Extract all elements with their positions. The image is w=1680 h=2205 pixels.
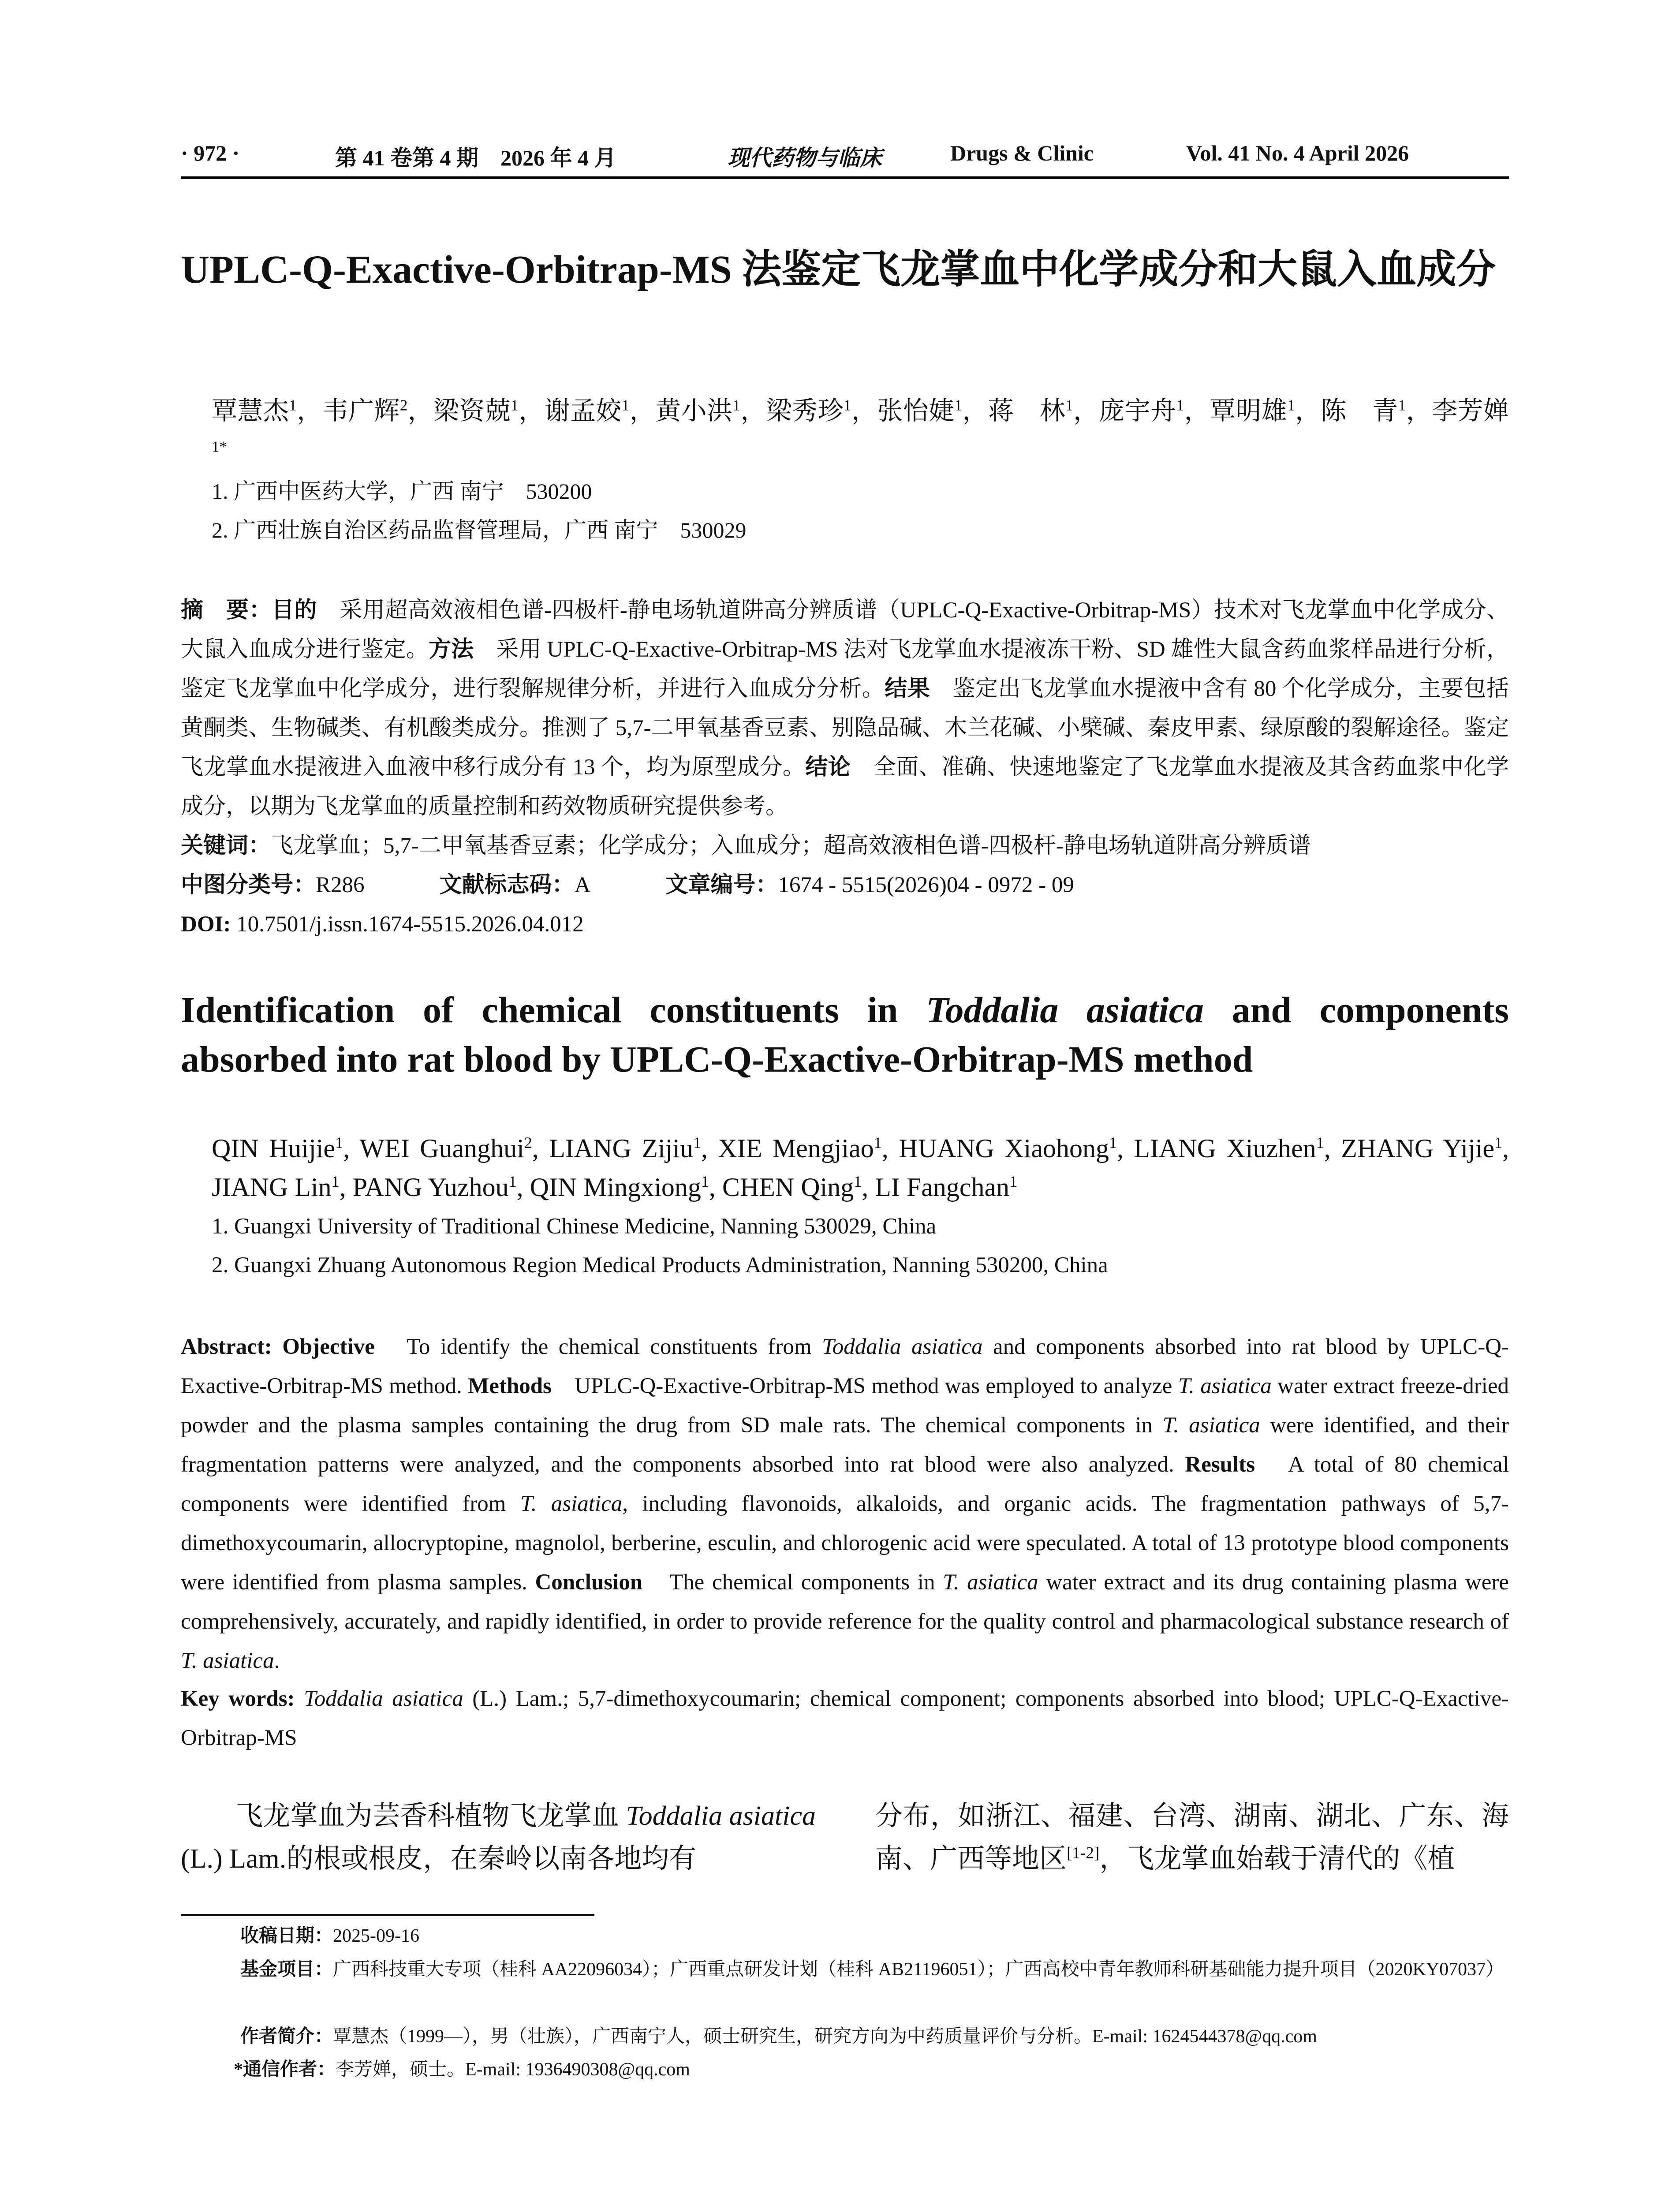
affiliation-cn-2: 2. 广西壮族自治区药品监督管理局，广西 南宁 530029 (212, 518, 747, 542)
author-affiliation-mark: 1 (701, 1173, 709, 1190)
author-affiliation-mark: 1 (1287, 396, 1295, 414)
footnote-rule (181, 1914, 594, 1916)
author-affiliation-mark: 1 (1065, 396, 1073, 414)
author-name: LI Fangchan (875, 1173, 1010, 1202)
abstract-cn (181, 591, 1509, 826)
author-name: 李芳婵 (1432, 396, 1509, 425)
running-header (181, 140, 1509, 177)
title-cn: UPLC-Q-Exactive-Orbitrap-MS 法鉴定飞龙掌血中化学成分和大鼠入血成分 (181, 248, 1496, 292)
abstract-en-segment: Toddalia asiatica (822, 1334, 983, 1359)
author-name: 韦广辉 (322, 396, 400, 425)
keywords-en (181, 1679, 1509, 1758)
doi-line (181, 905, 1509, 944)
author-name: 覃慧杰 (212, 396, 289, 425)
abstract-cn-segment: 采用 UPLC-Q-Exactive-Orbitrap-MS 法对飞龙掌血水提液冻干粉、SD 雄性大鼠含药血浆样品进行分析，鉴定飞龙掌血中化学成分，进行裂解规律分析，并进行入血成分分析。 (181, 637, 1509, 701)
affiliation-en-2: 2. Guangxi Zhuang Autonomous Region Medical Products Administration, Nanning 530200, China (212, 1253, 1108, 1278)
author-affiliation-mark: 1 (1009, 1173, 1018, 1190)
footnote-text: 2025-09-16 (333, 1926, 419, 1946)
author-affiliation-mark: 1 (331, 1173, 340, 1190)
abstract-en-segment: Conclusion (535, 1570, 643, 1595)
abstract-cn-segment: 鉴定出飞龙掌血水提液中含有 80 个化学成分，主要包括黄酮类、生物碱类、有机酸类成分。推测了 5,7-二甲氧基香豆素、别隐品碱、木兰花碱、小檗碱、秦皮甲素、绿原酸的裂解途径。鉴定飞龙掌血水提液进入血液中移行成分有 13 个，均为原型成分。 (181, 676, 1509, 780)
author-name: 覃明雄 (1210, 396, 1288, 425)
author-name: 梁资兢 (433, 396, 511, 425)
authors-cn: 覃慧杰$^1$，韦广辉$^2$，梁资兢$^1$，谢孟姣$^1$，黄小洪$^1$，梁秀珍$^1$，张怡婕$^1$，蒋 林$^1$，庞宇舟$^1$，覃明雄$^1$，陈 青$^1$，李芳婵$^{1*}$ (212, 396, 1509, 456)
abstract-en-segment: To identify the chemical constituents from (374, 1334, 822, 1359)
author-affiliation-mark: 1 (1109, 1134, 1117, 1151)
abstract-en-segment: T. asiatica (1178, 1374, 1272, 1398)
body-right-segment: 分布，如浙江、福建、台湾、湖南、湖北、广东、海南、广西等地区 (875, 1801, 1509, 1874)
author-name: 蒋 林 (988, 396, 1066, 425)
abstract-en-segment: Abstract: Objective (181, 1334, 375, 1359)
body-right-segment: ，飞龙掌血始载于清代的《植 (1099, 1844, 1455, 1874)
abstract-cn-segment: 摘 要：目的 (181, 598, 317, 623)
title-en-segment: Identification of chemical constituents in (181, 990, 926, 1031)
abstract-cn-segment: 结论 (805, 755, 851, 780)
author-name: LIANG Xiuzhen (1134, 1134, 1316, 1163)
footnote-corresponding (234, 2053, 1502, 2086)
abstract-en-segment: . (274, 1648, 280, 1673)
author-affiliation-mark: 1 (954, 396, 962, 414)
body-left-segment: (L.) Lam.的根或根皮，在秦岭以南各地均有 (181, 1844, 697, 1874)
abstract-en-segment: UPLC-Q-Exactive-Orbitrap-MS method was employed to analyze (552, 1374, 1178, 1398)
author-name: 谢孟姣 (544, 396, 622, 425)
author-name: 张怡婕 (877, 396, 955, 425)
abstract-en-segment: The chemical components in (642, 1570, 943, 1595)
footnote-text: 覃慧杰（1999—），男（壮族），广西南宁人，硕士研究生，研究方向为中药质量评价与分析。E-mail: 1624544378@qq.com (333, 2026, 1317, 2047)
title-en-segment: Toddalia asiatica (926, 990, 1204, 1031)
footnote-funding (240, 1953, 1509, 1986)
footnote-received (240, 1919, 1509, 1953)
clc-value: R286 (316, 873, 365, 897)
author-affiliation-mark: 1 (508, 1173, 517, 1190)
abstract-cn-segment: 全面、准确、快速地鉴定了飞龙掌血水提液及其含药血浆中化学成分，以期为飞龙掌血的质量控制和药效物质研究提供参考。 (181, 755, 1509, 819)
keywords-en-segment: Key words: (181, 1686, 304, 1711)
author-affiliation-mark: 1 (732, 396, 740, 414)
affiliation-cn-1: 1. 广西中医药大学，广西 南宁 530200 (212, 479, 592, 504)
footnote-label: 收稿日期： (240, 1926, 333, 1946)
author-affiliation-mark: 2 (399, 396, 408, 414)
doi-value: 10.7501/j.issn.1674-5515.2026.04.012 (231, 912, 584, 937)
abstract-en-segment: Methods (468, 1374, 552, 1398)
article-number-value: 1674 - 5515(2026)04 - 0972 - 09 (778, 873, 1074, 897)
keywords-en-segment: Toddalia asiatica (304, 1686, 463, 1711)
abstract-en-segment: Results (1185, 1452, 1255, 1477)
footnote-label: *通信作者： (234, 2059, 336, 2080)
classification-line (181, 866, 1509, 905)
author-name: 黄小洪 (655, 396, 733, 425)
authors-en: QIN Huijie$^1$, WEI Guanghui$^2$, LIANG Zijiu$^1$, XIE Mengjiao$^1$, HUANG Xiaohong$^1$, LIANG Xiuzhen$^1$, ZHANG Yijie$^1$, JIANG Lin$^1$, PANG Yuzhou$^1$, QIN Mingxiong$^1$, CHEN Qing$^1$, LI Fangchan$^1$ (212, 1134, 1509, 1202)
header-rule (181, 176, 1509, 179)
issue-cn: 第 41 卷第 4 期 2026 年 4 月 (335, 146, 616, 170)
body-column-left (181, 1795, 816, 1880)
author-affiliation-mark: 1 (693, 1134, 701, 1151)
author-affiliation-mark: 1 (1494, 1134, 1503, 1151)
abstract-cn-segment: 采用超高效液相色谱-四极杆-静电场轨道阱高分辨质谱（UPLC-Q-Exactive-Orbitrap-MS）技术对飞龙掌血中化学成分、大鼠入血成分进行鉴定。 (181, 598, 1509, 662)
keywords-cn (181, 826, 1509, 866)
body-left-segment: 飞龙掌血为芸香科植物飞龙掌血 (181, 1801, 626, 1831)
author-affiliation-mark: 1 (289, 396, 297, 414)
clc-label: 中图分类号： (181, 873, 316, 897)
abstract-en-segment: and components absorbed into rat blood by UPLC-Q-Exactive-Orbitrap-MS method. (181, 1334, 1509, 1398)
abstract-en-segment: , including flavonoids, alkaloids, and organic acids. The fragmentation pathways of 5,7-dimethoxycoumarin, allocryptopine, magnolol, berberine, esculin, and chlorogenic acid were speculated. A total of 13 prototype blood components were identified from plasma samples. (181, 1491, 1509, 1595)
abstract-en-segment: were identified, and their fragmentation patterns were analyzed, and the components absorbed into rat blood were also analyzed. (181, 1413, 1509, 1477)
author-affiliation-mark: 1 (621, 396, 630, 414)
abstract-en-segment: water extract and its drug containing plasma were comprehensively, accurately, and rapidly identified, in order to provide reference for the quality control and pharmacological substance research of (181, 1570, 1509, 1634)
footnote-author-bio (240, 2020, 1509, 2053)
author-affiliation-mark: 1 (874, 1134, 882, 1151)
affiliation-en-1: 1. Guangxi University of Traditional Chinese Medicine, Nanning 530029, China (212, 1214, 937, 1239)
abstract-en-segment: T. asiatica (520, 1491, 623, 1516)
author-affiliation-mark: 1 (844, 396, 851, 414)
article-number-label: 文章编号： (665, 873, 778, 897)
abstract-en-segment: T. asiatica (943, 1570, 1038, 1595)
abstract-en-segment: water extract freeze-dried powder and the plasma samples containing the drug from SD male rats. The chemical components in (181, 1374, 1509, 1438)
author-affiliation-mark: 1 (335, 1134, 343, 1151)
author-affiliation-mark: 1* (212, 438, 227, 456)
author-affiliation-mark: 1 (511, 396, 519, 414)
keywords-cn-text: 飞龙掌血；5,7-二甲氧基香豆素；化学成分；入血成分；超高效液相色谱-四极杆-静电场轨道阱高分辨质谱 (271, 833, 1311, 858)
author-name: QIN Huijie (212, 1134, 336, 1163)
footnote-label: 作者简介： (240, 2026, 333, 2047)
abstract-cn-segment: 方法 (429, 637, 474, 662)
author-name: JIANG Lin (212, 1173, 332, 1202)
abstract-en-segment: A total of 80 chemical components were identified from (181, 1452, 1509, 1516)
author-name: 庞宇舟 (1099, 396, 1176, 425)
author-name: CHEN Qing (722, 1173, 854, 1202)
author-affiliation-mark: 1 (1398, 396, 1406, 414)
body-column-right (875, 1795, 1509, 1880)
author-name: LIANG Zijiu (549, 1134, 693, 1163)
author-affiliation-mark: 1 (854, 1173, 862, 1190)
title-en-segment: and components absorbed into rat blood by UPLC-Q-Exactive-Orbitrap-MS method (181, 990, 1509, 1080)
footnote-label: 基金项目： (240, 1959, 333, 1980)
author-affiliation-mark: 2 (524, 1134, 532, 1151)
abstract-en-segment: T. asiatica (1162, 1413, 1260, 1438)
doc-code-label: 文献标志码： (439, 873, 575, 897)
author-name: QIN Mingxiong (530, 1173, 701, 1202)
author-affiliation-mark: 1 (1176, 396, 1184, 414)
footnote-text: 广西科技重大专项（桂科 AA22096034）；广西重点研发计划（桂科 AB21196051）；广西高校中青年教师科研基础能力提升项目（2020KY07037） (333, 1959, 1505, 1980)
issue-en: Vol. 41 No. 4 April 2026 (1186, 141, 1409, 165)
author-name: ZHANG Yijie (1341, 1134, 1495, 1163)
journal-name-en: Drugs & Clinic (950, 141, 1094, 165)
author-name: HUANG Xiaohong (899, 1134, 1109, 1163)
abstract-en-segment: T. asiatica (181, 1648, 274, 1673)
body-left-segment: Toddalia asiatica (626, 1801, 816, 1831)
doc-code-value: A (574, 873, 591, 897)
author-name: WEI Guanghui (359, 1134, 524, 1163)
keywords-en-segment: (L.) Lam.; 5,7-dimethoxycoumarin; chemical component; components absorbed into blood; UPLC-Q-Exactive-Orbitrap-MS (181, 1686, 1509, 1750)
author-name: PANG Yuzhou (352, 1173, 509, 1202)
abstract-cn-segment: 结果 (885, 676, 930, 701)
author-name: 梁秀珍 (766, 396, 844, 425)
doi-label: DOI: (181, 912, 231, 937)
title-en (181, 986, 1509, 1084)
author-affiliation-mark: 1 (1316, 1134, 1324, 1151)
keywords-cn-label: 关键词： (181, 833, 271, 858)
footnote-text: 李芳婵，硕士。E-mail: 1936490308@qq.com (336, 2059, 690, 2080)
abstract-en (181, 1327, 1509, 1681)
author-name: 陈 青 (1321, 396, 1398, 425)
body-right-segment: [1-2] (1067, 1844, 1100, 1862)
author-name: XIE Mengjiao (718, 1134, 874, 1163)
journal-name-cn: 现代药物与临床 (728, 146, 882, 170)
page-number: · 972 · (181, 141, 240, 165)
